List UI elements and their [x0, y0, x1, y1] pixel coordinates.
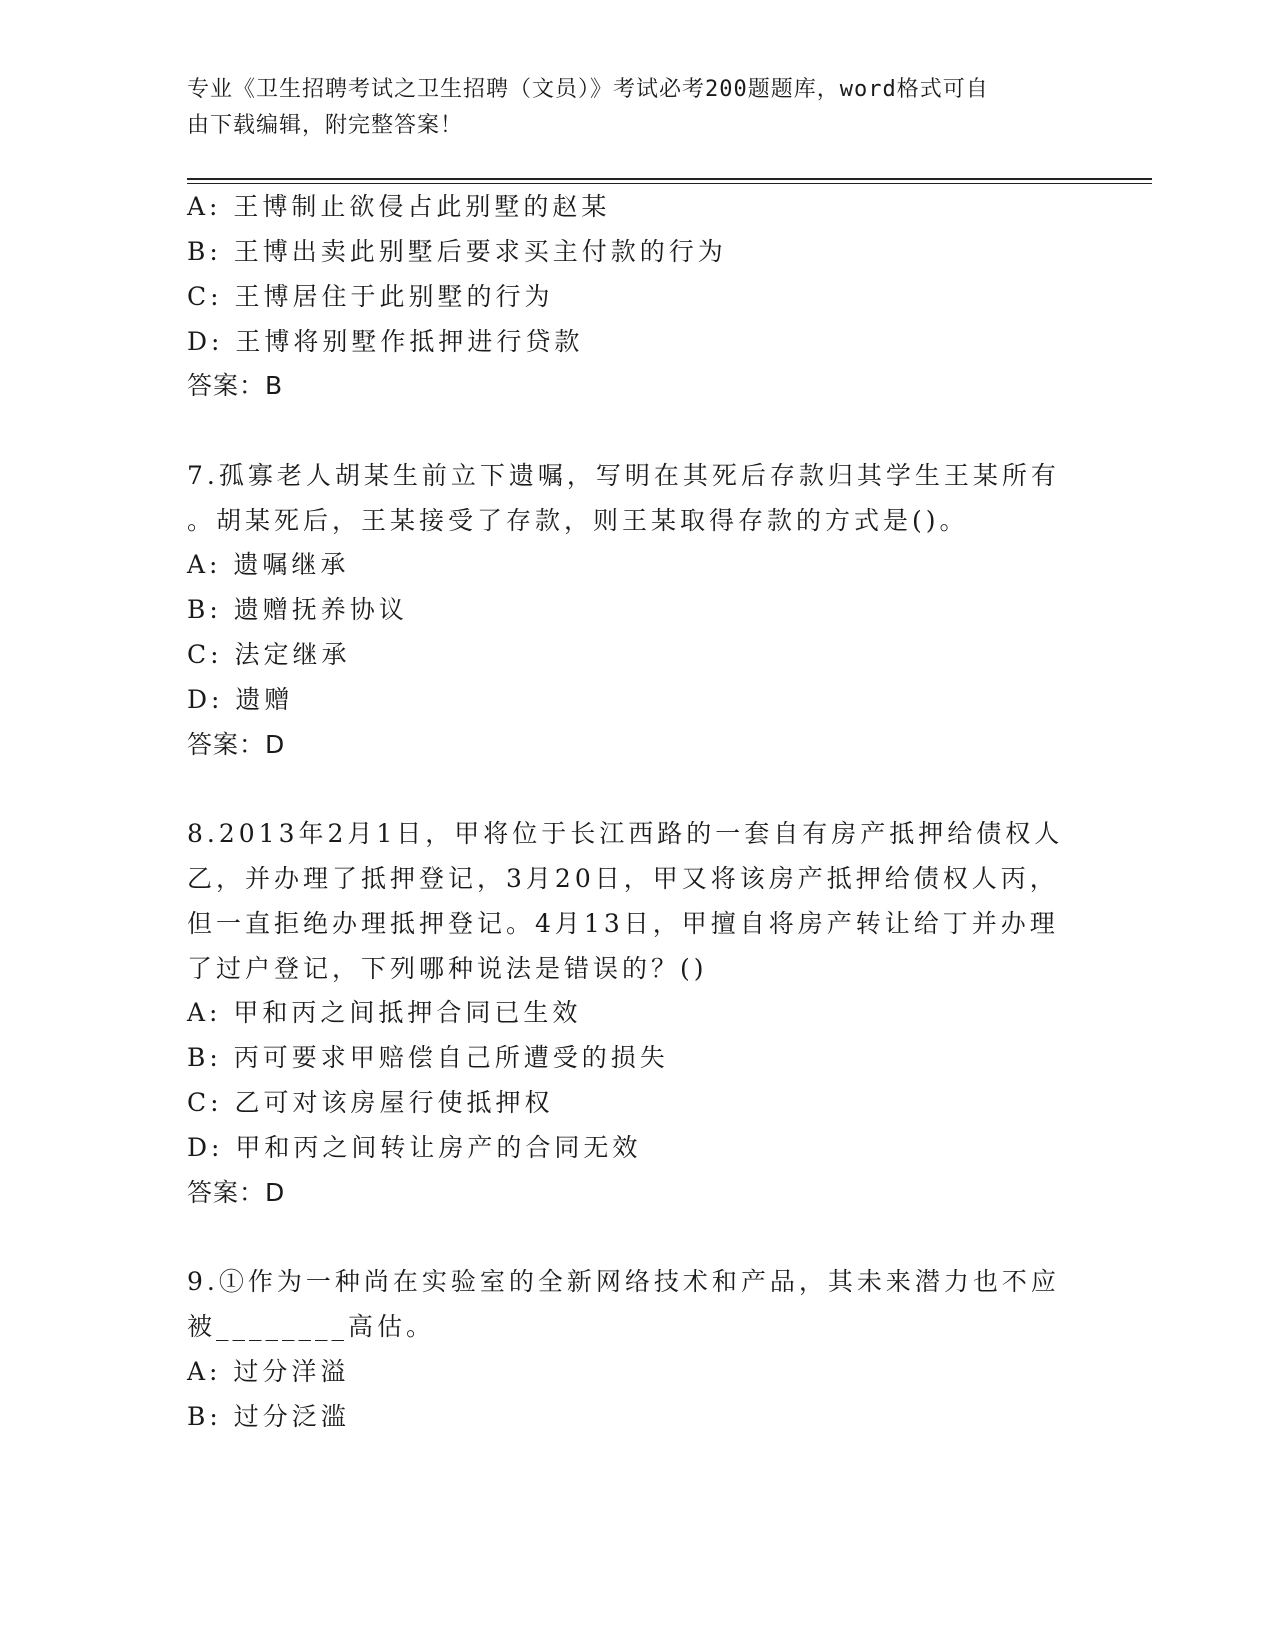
header-line-2: 由下载编辑，附完整答案！: [187, 113, 464, 138]
q7-stem-line-2: 。胡某死后，王某接受了存款，则王某取得存款的方式是()。: [187, 506, 969, 535]
q7-option-c: C: 法定继承: [187, 640, 351, 669]
q7-answer: 答案：D: [187, 730, 286, 759]
q9-stem-line-1: 9.①作为一种尚在实验室的全新网络技术和产品，其未来潜力也不应: [187, 1267, 1060, 1296]
q8-option-a: A: 甲和丙之间抵押合同已生效: [187, 998, 582, 1027]
header-divider-thick: [187, 178, 1152, 180]
q8-option-c: C: 乙可对该房屋行使抵押权: [187, 1088, 554, 1117]
q7-option-d: D: 遗赠: [187, 685, 294, 714]
q8-option-d: D: 甲和丙之间转让房产的合同无效: [187, 1133, 642, 1162]
q7-option-b: B: 遗赠抚养协议: [187, 595, 408, 624]
q7-stem-line-1: 7.孤寡老人胡某生前立下遗嘱，写明在其死后存款归其学生王某所有: [187, 461, 1060, 490]
q7-option-a: A: 遗嘱继承: [187, 550, 350, 579]
header-divider-thin: [187, 183, 1152, 184]
q9-option-b: B: 过分泛滥: [187, 1402, 350, 1431]
q6-option-c: C: 王博居住于此别墅的行为: [187, 282, 554, 311]
q8-stem-line-3: 但一直拒绝办理抵押登记。4月13日，甲擅自将房产转让给丁并办理: [187, 909, 1059, 938]
q8-option-b: B: 丙可要求甲赔偿自己所遭受的损失: [187, 1043, 669, 1072]
q6-option-d: D: 王博将别墅作抵押进行贷款: [187, 327, 584, 356]
header-line-1: 专业《卫生招聘考试之卫生招聘（文员）》考试必考200题题库，word格式可自: [187, 77, 989, 102]
q9-stem-line-2: 被________高估。: [187, 1312, 436, 1341]
q6-option-b: B: 王博出卖此别墅后要求买主付款的行为: [187, 237, 727, 266]
q9-option-a: A: 过分洋溢: [187, 1357, 350, 1386]
q6-answer: 答案：B: [187, 371, 284, 400]
q8-stem-line-4: 了过户登记，下列哪种说法是错误的？(): [187, 954, 708, 983]
q6-option-a: A: 王博制止欲侵占此别墅的赵某: [187, 192, 611, 221]
q8-answer: 答案：D: [187, 1178, 286, 1207]
q8-stem-line-2: 乙，并办理了抵押登记，3月20日，甲又将该房产抵押给债权人丙，: [187, 864, 1059, 893]
q8-stem-line-1: 8.2013年2月1日，甲将位于长江西路的一套自有房产抵押给债权人: [187, 819, 1064, 848]
document-header: [187, 72, 1067, 144]
